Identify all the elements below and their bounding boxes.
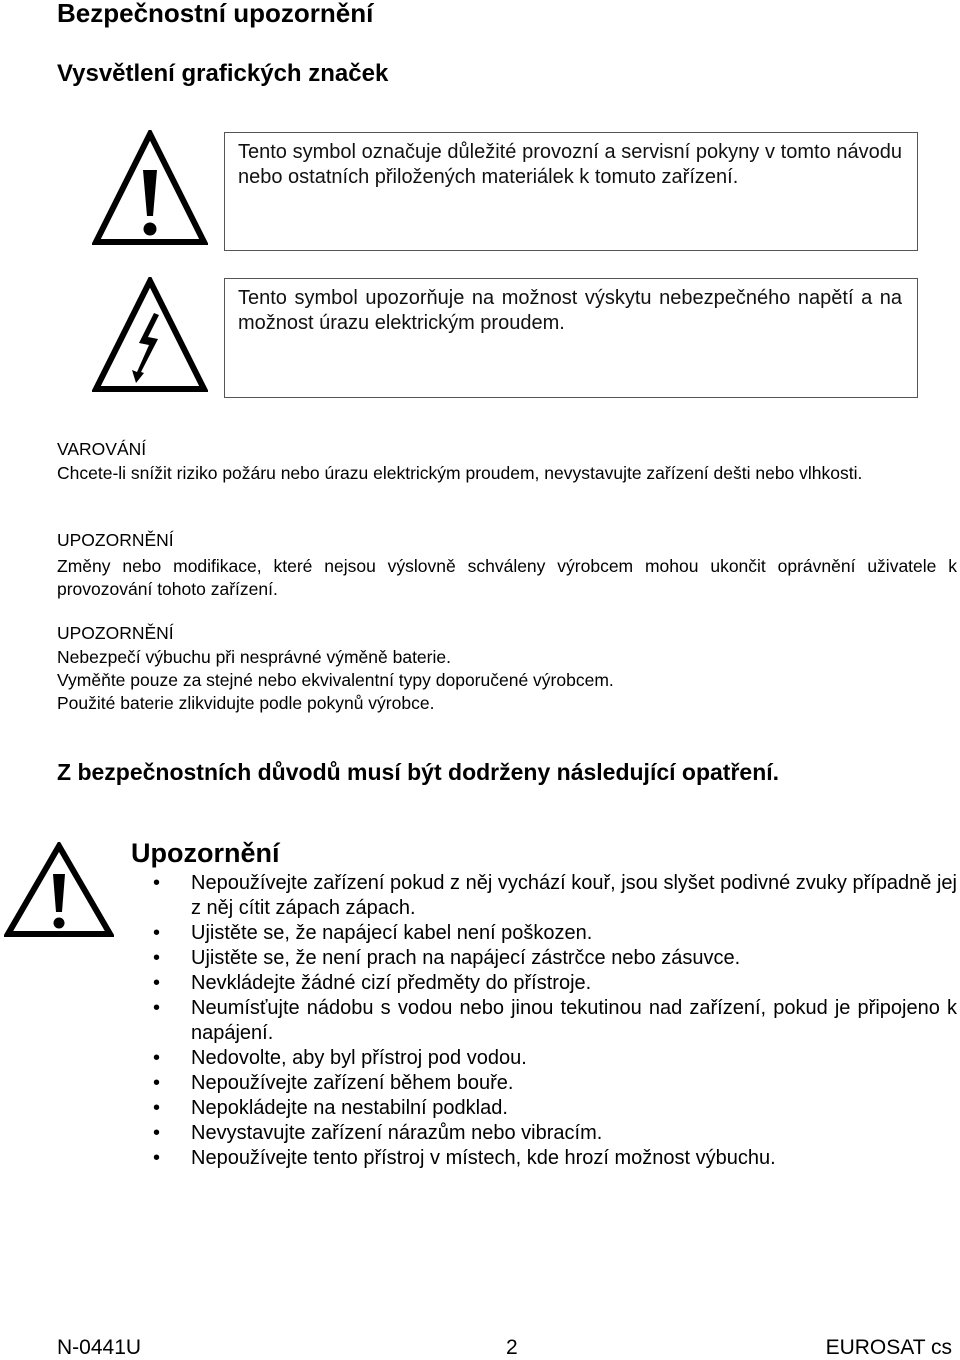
list-item: • Nedovolte, aby byl přístroj pod vodou. [153,1046,957,1071]
notice-line: Použité baterie zlikvidujte podle pokynů výrobce. [57,693,435,713]
caution-title: Upozornění [131,838,280,868]
notice-heading: UPOZORNĚNÍ [57,623,174,643]
list-item: • Nepokládejte na nestabilní podklad. [153,1096,957,1121]
footer-brand: EUROSAT cs [825,1336,952,1359]
caution-list [153,871,957,1171]
list-item: • Nepoužívejte zařízení během bouře. [153,1071,957,1096]
list-item: • Ujistěte se, že napájecí kabel není poškozen. [153,921,957,946]
page-title: Bezpečnostní upozornění [57,0,374,28]
notice-line: Vyměňte pouze za stejné nebo ekvivalentní typy doporučené výrobcem. [57,670,614,690]
list-item: • Neumísťujte nádobu s vodou nebo jinou tekutinou nad zařízení, pokud je připojeno k napájení. [153,996,957,1046]
footer-page-number: 2 [506,1336,518,1359]
list-item: • Nevkládejte žádné cizí předměty do přístroje. [153,971,957,996]
electric-shock-warning-icon [92,277,208,393]
list-item: • Nepoužívejte tento přístroj v místech, kde hrozí možnost výbuchu. [153,1146,957,1171]
notice-line: Nebezpečí výbuchu při nesprávné výměně baterie. [57,647,451,667]
notice-heading: VAROVÁNÍ [57,439,147,459]
footer-model: N-0441U [57,1336,142,1359]
notice-heading: UPOZORNĚNÍ [57,530,174,550]
symbol-description: Tento symbol upozorňuje na možnost výskytu nebezpečného napětí a na možnost úrazu elektrickým proudem. [238,287,902,334]
notice-text [57,462,957,485]
symbol-description: Tento symbol označuje důležité provozní a servisní pokyny v tomto návodu nebo ostatních přiložených materiálek k tomuto zařízení. [238,141,902,188]
exclamation-warning-icon [92,130,208,246]
caution-warning-icon [4,842,114,938]
notice-text [57,646,957,715]
symbols-heading: Vysvětlení grafických značek [57,60,389,87]
list-item: • Nepoužívejte zařízení pokud z něj vychází kouř, jsou slyšet podivné zvuky případně jej z něj cítit zápach zápach. [153,871,957,921]
notice-line: Změny nebo modifikace, které nejsou výslovně schváleny výrobcem mohou ukončit oprávnění uživatele k provozování tohoto zařízení. [57,556,957,599]
measures-heading: Z bezpečnostních důvodů musí být dodrženy následující opatření. [57,759,780,785]
notice-line: Chcete-li snížit riziko požáru nebo úrazu elektrickým proudem, nevystavujte zařízení dešti nebo vlhkosti. [57,463,863,483]
list-item: • Ujistěte se, že není prach na napájecí zástrčce nebo zásuvce. [153,946,957,971]
list-item: • Nevystavujte zařízení nárazům nebo vibracím. [153,1121,957,1146]
notice-text [57,555,957,601]
